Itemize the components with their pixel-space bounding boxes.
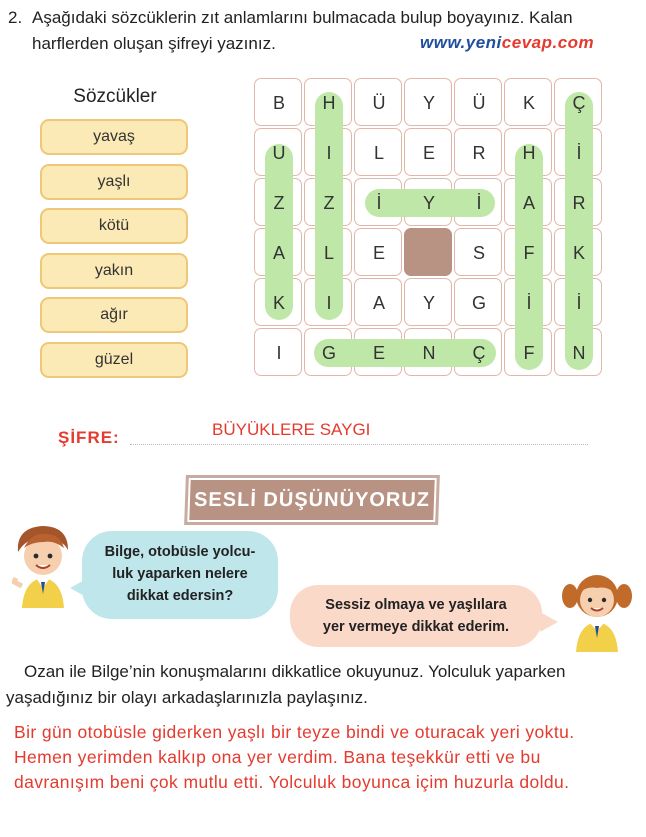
boy-speech-bubble — [82, 531, 278, 619]
grid-letter: Y — [422, 193, 435, 213]
grid-letter: K — [572, 243, 585, 263]
watermark-part2: cevap.com — [501, 33, 595, 52]
girl-illustration — [562, 566, 632, 652]
word-box: yavaş — [40, 119, 188, 155]
boy-speech-line: dikkat edersin? — [126, 588, 234, 604]
grid-letter: E — [422, 143, 435, 163]
grid-letter: F — [523, 243, 535, 263]
watermark — [420, 33, 594, 53]
bubble-tail — [540, 612, 558, 632]
grid-letter: H — [522, 143, 536, 163]
grid-letter: K — [272, 293, 285, 313]
grid-letter: İ — [476, 193, 482, 213]
grid-letter: I — [326, 143, 332, 163]
watermark-part1: www.yeni — [420, 33, 502, 52]
prompt-line1: Ozan ile Bilge’nin konuşmalarını dikkatlice okuyunuz. Yolculuk yaparken — [24, 662, 566, 681]
grid-letter: S — [472, 243, 485, 263]
password-label: ŞİFRE: — [58, 428, 120, 447]
boy-illustration — [12, 522, 74, 608]
prompt-line2: yaşadığınız bir olayı arkadaşlarınızla paylaşınız. — [6, 688, 368, 707]
grid-letter: E — [372, 243, 385, 263]
grid-letter: R — [472, 143, 486, 163]
grid-letter: Y — [422, 93, 435, 113]
password-line — [130, 444, 588, 445]
grid-letter: K — [522, 93, 535, 113]
word-box: güzel — [40, 342, 188, 378]
grid-letter: B — [272, 93, 285, 113]
grid-letter: İ — [576, 143, 582, 163]
grid-letter: R — [572, 193, 586, 213]
grid-letter: I — [276, 343, 282, 363]
word-box: yakın — [40, 253, 188, 289]
grid-letter: Ç — [472, 343, 486, 363]
girl-speech-line: Sessiz olmaya ve yaşlılara — [325, 597, 507, 613]
boy-speech-line: Bilge, otobüsle yolcu- — [104, 544, 256, 560]
grid-letter: İ — [526, 293, 532, 313]
question-text-line1: Aşağıdaki sözcüklerin zıt anlamlarını bulmacada bulup boyayınız. Kalan — [32, 8, 573, 27]
grid-letter: L — [373, 143, 384, 163]
grid-letter: A — [272, 243, 285, 263]
grid-letter: N — [422, 343, 436, 363]
grid-letter: Ü — [372, 93, 386, 113]
grid-letter: Y — [422, 293, 435, 313]
word-box: yaşlı — [40, 164, 188, 200]
question-text-line2: harflerden oluşan şifreyi yazınız. — [32, 34, 276, 53]
grid-letter: Z — [273, 193, 285, 213]
boy-speech-line: luk yaparken nelere — [112, 566, 248, 582]
grid-letter: H — [322, 93, 336, 113]
grid-letter: L — [323, 243, 334, 263]
grid-letter: G — [471, 293, 486, 313]
girl-speech-line: yer vermeye dikkat ederim. — [322, 619, 510, 635]
password-answer[interactable]: BÜYÜKLERE SAYGI — [212, 420, 371, 439]
word-box: kötü — [40, 208, 188, 244]
grid-letter: I — [326, 293, 332, 313]
grid-letter: İ — [576, 293, 582, 313]
section-banner: SESLİ DÜŞÜNÜYORUZ — [187, 478, 437, 522]
grid-letter: N — [572, 343, 586, 363]
grid-letter: A — [522, 193, 535, 213]
word-box: ağır — [40, 297, 188, 333]
grid-letter: G — [321, 343, 336, 363]
grid-letter: Z — [323, 193, 335, 213]
grid-letter: U — [272, 143, 286, 163]
grid-letter: Ç — [572, 93, 586, 113]
student-answer[interactable]: Bir gün otobüsle giderken yaşlı bir teyze bindi ve oturacak yeri yoktu. Hemen yerimden kalkıp ona yer verdim. Bana teşekkür etti ve bu davranışım beni çok mutlu etti. Yolculuk boyunca içim huzurla doldu. — [14, 722, 575, 792]
girl-speech-bubble — [290, 585, 542, 647]
words-title: Sözcükler — [73, 86, 157, 107]
grid-letter: E — [372, 343, 385, 363]
grid-letter: İ — [376, 193, 382, 213]
grid-letter: Ü — [472, 93, 486, 113]
word-search-grid — [254, 78, 604, 378]
grid-letter: A — [372, 293, 385, 313]
grid-cell-empty — [404, 228, 452, 276]
grid-letter: F — [523, 343, 535, 363]
question-number: 2. — [8, 8, 23, 27]
